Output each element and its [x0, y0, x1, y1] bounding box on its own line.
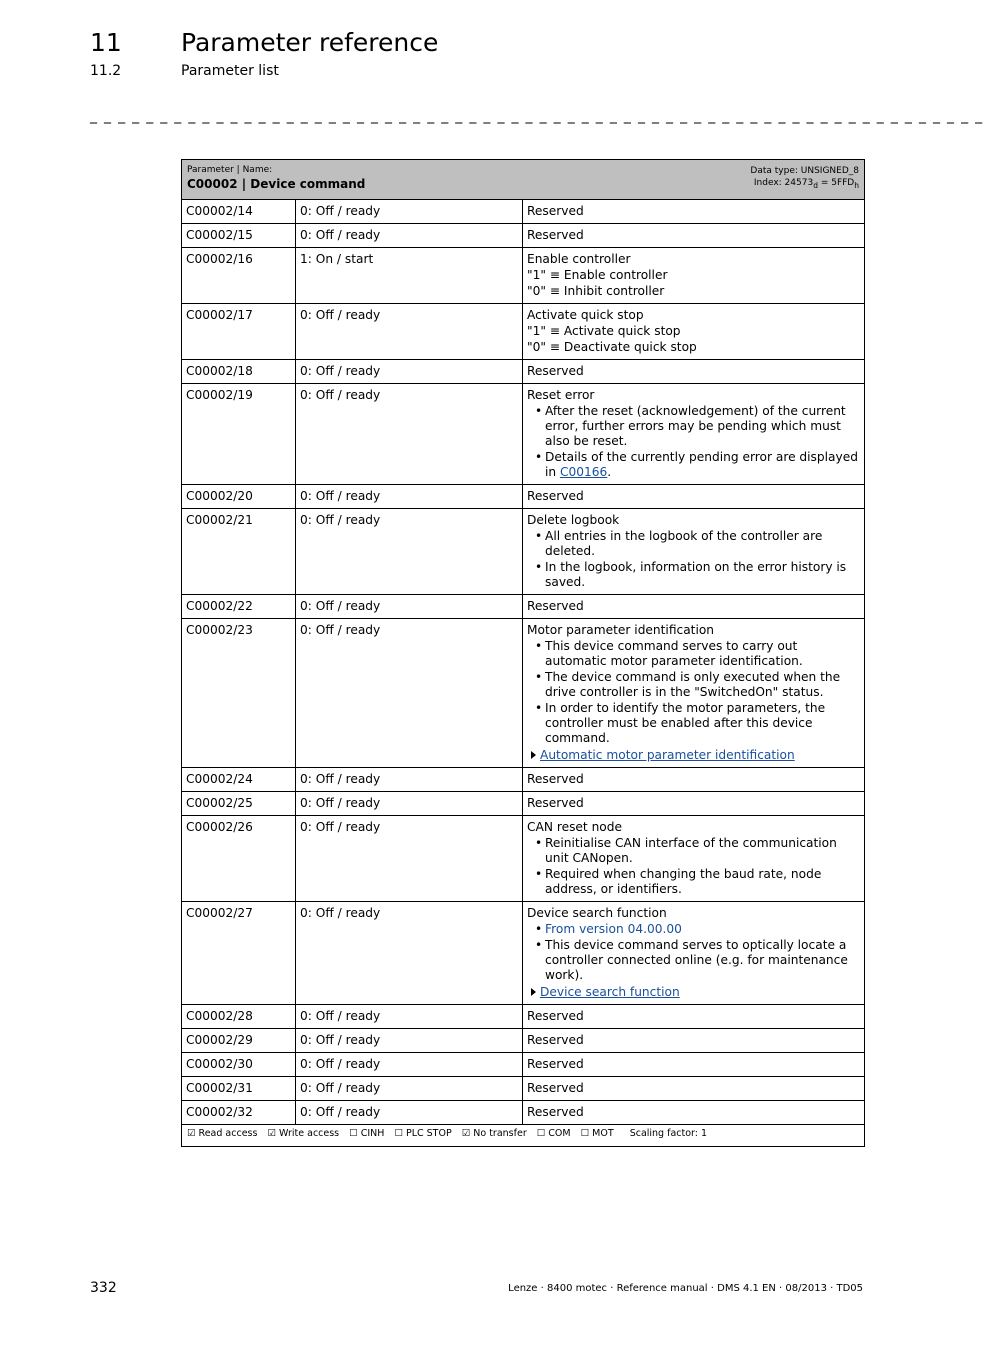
subcode: C00002/31	[182, 1077, 296, 1101]
bullet-item	[527, 922, 860, 937]
value: 0: Off / ready	[296, 1077, 523, 1101]
value: 0: Off / ready	[296, 485, 523, 509]
section-number: 11.2	[90, 63, 122, 79]
bullet-item: • In the logbook, information on the error history is saved.	[527, 560, 860, 590]
description-line: "1" ≡ Activate quick stop	[527, 324, 681, 338]
description-title: Delete logbook	[527, 513, 620, 527]
table-row	[182, 902, 865, 1005]
table-row	[182, 1053, 865, 1077]
description	[523, 816, 865, 902]
scaling-factor: Scaling factor: 1	[629, 1128, 708, 1139]
table-row	[182, 200, 865, 224]
arrow-right-icon	[531, 751, 536, 759]
table-row	[182, 816, 865, 902]
plc-stop-flag: ☐ PLC STOP	[394, 1128, 452, 1139]
table-row	[182, 792, 865, 816]
value: 0: Off / ready	[296, 792, 523, 816]
parameter-label: Parameter | Name:	[187, 165, 273, 175]
value: 0: Off / ready	[296, 224, 523, 248]
device-search-link[interactable]: Device search function	[540, 985, 680, 999]
table-row	[182, 1005, 865, 1029]
subcode: C00002/16	[182, 248, 296, 304]
description	[523, 248, 865, 304]
value: 0: Off / ready	[296, 200, 523, 224]
description-line: "0" ≡ Inhibit controller	[527, 284, 665, 298]
table-footer	[182, 1125, 865, 1147]
value: 0: Off / ready	[296, 816, 523, 902]
table-row	[182, 509, 865, 595]
description-line: "0" ≡ Deactivate quick stop	[527, 340, 697, 354]
description: Reserved	[523, 1029, 865, 1053]
table-row	[182, 619, 865, 768]
description	[523, 902, 865, 1005]
description: Reserved	[523, 485, 865, 509]
document-info: Lenze · 8400 motec · Reference manual · DMS 4.1 EN · 08/2013 · TD05	[508, 1283, 863, 1294]
description: Reserved	[523, 768, 865, 792]
subcode: C00002/15	[182, 224, 296, 248]
description: Reserved	[523, 792, 865, 816]
subcode: C00002/30	[182, 1053, 296, 1077]
value: 0: Off / ready	[296, 768, 523, 792]
description: Reserved	[523, 200, 865, 224]
value: 0: Off / ready	[296, 304, 523, 360]
description: Reserved	[523, 595, 865, 619]
subcode: C00002/19	[182, 384, 296, 485]
bullet-item: • All entries in the logbook of the controller are deleted.	[527, 529, 860, 559]
value: 0: Off / ready	[296, 1101, 523, 1125]
table-row	[182, 485, 865, 509]
mot-flag: ☐ MOT	[580, 1128, 614, 1139]
cross-reference	[527, 747, 860, 763]
subcode: C00002/23	[182, 619, 296, 768]
value: 0: Off / ready	[296, 595, 523, 619]
subcode: C00002/20	[182, 485, 296, 509]
description	[523, 619, 865, 768]
write-access-flag: ☑ Write access	[267, 1128, 340, 1139]
subcode: C00002/25	[182, 792, 296, 816]
table-row	[182, 384, 865, 485]
description-title: Device search function	[527, 906, 667, 920]
bullet-item: • This device command serves to optically locate a controller connected online (e.g. for maintenance work).	[527, 938, 860, 983]
description-title: Activate quick stop	[527, 308, 644, 322]
value: 0: Off / ready	[296, 509, 523, 595]
header-divider: _ _ _ _ _ _ _ _ _ _ _ _ _ _ _ _ _ _ _ _ _ _ _ _ _ _ _ _ _ _ _ _ _ _ _ _ _ _ _ _ _ _ _ _ _ _ _ _ _ _ _ _ _ _ _ _ _ _ _ _ _ _ _ _	[90, 108, 983, 124]
parameter-name: C00002 | Device command	[187, 177, 366, 191]
section-title: Parameter list	[181, 63, 279, 79]
description	[523, 509, 865, 595]
bullet-list	[527, 529, 860, 590]
table-row	[182, 224, 865, 248]
subcode: C00002/18	[182, 360, 296, 384]
parameter-index: Index: $24573_d = 5FFD_h$	[753, 178, 860, 190]
table-header	[182, 160, 865, 200]
bullet-item: • In order to identify the motor parameters, the controller must be enabled after this device command.	[527, 701, 860, 746]
description	[523, 384, 865, 485]
subcode: C00002/24	[182, 768, 296, 792]
table-row	[182, 768, 865, 792]
table-row	[182, 1101, 865, 1125]
value: 0: Off / ready	[296, 1029, 523, 1053]
parameter-table	[181, 159, 865, 1147]
read-access-flag: ☑ Read access	[187, 1128, 258, 1139]
subcode: C00002/14	[182, 200, 296, 224]
value: 0: Off / ready	[296, 619, 523, 768]
value: 0: Off / ready	[296, 1053, 523, 1077]
chapter-number: 11	[90, 28, 122, 57]
com-flag: ☐ COM	[536, 1128, 571, 1139]
data-type: Data type: UNSIGNED_8	[750, 166, 860, 176]
description: Reserved	[523, 1053, 865, 1077]
table-row	[182, 248, 865, 304]
bullet-list	[527, 639, 860, 746]
description: Reserved	[523, 1101, 865, 1125]
cinh-flag: ☐ CINH	[349, 1128, 385, 1139]
value: 0: Off / ready	[296, 902, 523, 1005]
table-row	[182, 595, 865, 619]
description	[523, 304, 865, 360]
page-number: 332	[90, 1280, 117, 1296]
description: Reserved	[523, 360, 865, 384]
bullet-item: • Required when changing the baud rate, node address, or identifiers.	[527, 867, 860, 897]
subcode: C00002/21	[182, 509, 296, 595]
description: Reserved	[523, 1005, 865, 1029]
arrow-right-icon	[531, 988, 536, 996]
description-title: Reset error	[527, 388, 595, 402]
description-title: Enable controller	[527, 252, 631, 266]
table-row	[182, 360, 865, 384]
table-row	[182, 1029, 865, 1053]
bullet-list	[527, 836, 860, 897]
bullet-item: • The device command is only executed when the drive controller is in the "SwitchedOn" status.	[527, 670, 860, 700]
bullet-list	[527, 922, 860, 983]
description: Reserved	[523, 224, 865, 248]
value: 0: Off / ready	[296, 384, 523, 485]
subcode: C00002/26	[182, 816, 296, 902]
cross-reference	[527, 984, 860, 1000]
c00166-link[interactable]: C00166	[560, 465, 608, 479]
value: 1: On / start	[296, 248, 523, 304]
value: 0: Off / ready	[296, 360, 523, 384]
subcode: C00002/22	[182, 595, 296, 619]
bullet-item: • After the reset (acknowledgement) of the current error, further errors may be pending which must also be reset.	[527, 404, 860, 449]
version-note: From version 04.00.00	[545, 922, 682, 936]
chapter-title: Parameter reference	[181, 28, 439, 57]
subcode: C00002/32	[182, 1101, 296, 1125]
motor-identification-link[interactable]: Automatic motor parameter identification	[540, 748, 795, 762]
subcode: C00002/27	[182, 902, 296, 1005]
description: Reserved	[523, 1077, 865, 1101]
bullet-item: • Details of the currently pending error are displayed in C00166.	[527, 450, 860, 480]
description-title: Motor parameter identification	[527, 623, 715, 637]
bullet-list	[527, 404, 860, 480]
description-line: "1" ≡ Enable controller	[527, 268, 668, 282]
table-row	[182, 1077, 865, 1101]
bullet-item: • Reinitialise CAN interface of the communication unit CANopen.	[527, 836, 860, 866]
table-row	[182, 304, 865, 360]
subcode: C00002/29	[182, 1029, 296, 1053]
subcode: C00002/28	[182, 1005, 296, 1029]
bullet-item: • This device command serves to carry out automatic motor parameter identification.	[527, 639, 860, 669]
subcode: C00002/17	[182, 304, 296, 360]
value: 0: Off / ready	[296, 1005, 523, 1029]
no-transfer-flag: ☑ No transfer	[461, 1128, 527, 1139]
description-title: CAN reset node	[527, 820, 622, 834]
